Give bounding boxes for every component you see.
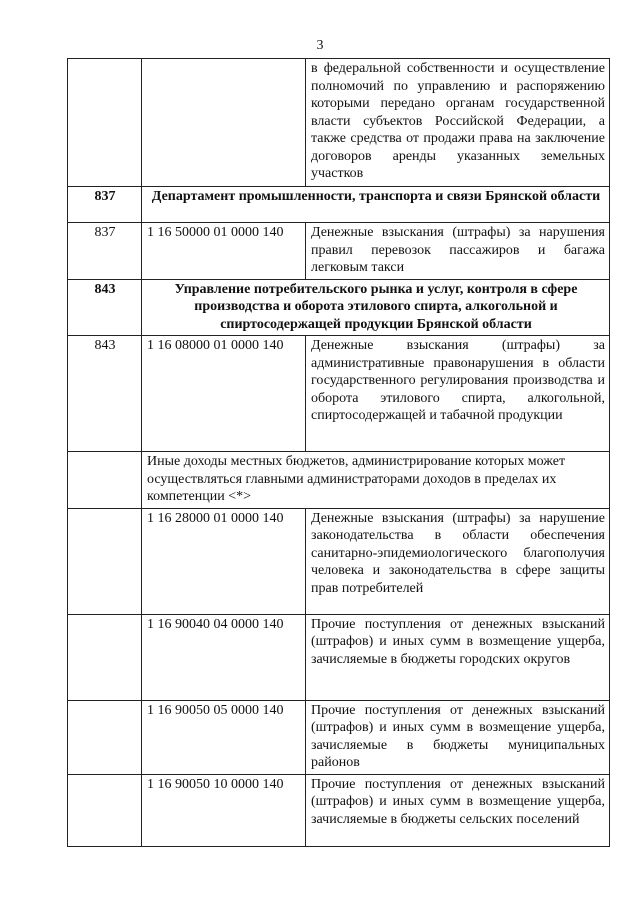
kbk-cell: 1 16 08000 01 0000 140 bbox=[142, 336, 306, 452]
description-cell: Денежные взыскания (штрафы) за нарушение законодательства в области обеспечения санитарно-эпидемиологического благополучия человека и законодательства в сфере защиты прав потребителей bbox=[306, 508, 610, 614]
section-title: Департамент промышленности, транспорта и связи Брянской области bbox=[142, 187, 610, 223]
admin-code-cell bbox=[68, 700, 142, 774]
kbk-cell: 1 16 90050 10 0000 140 bbox=[142, 774, 306, 846]
table-row bbox=[68, 774, 610, 846]
admin-code-cell bbox=[68, 614, 142, 700]
admin-code-cell bbox=[68, 774, 142, 846]
admin-code-cell bbox=[68, 508, 142, 614]
page-number: 3 bbox=[316, 38, 324, 53]
table-row bbox=[68, 508, 610, 614]
description-cell: Прочие поступления от денежных взысканий (штрафов) и иных сумм в возмещение ущерба, зачисляемые в бюджеты муниципальных районов bbox=[306, 700, 610, 774]
admin-code-cell bbox=[68, 59, 142, 187]
kbk-cell: 1 16 90050 05 0000 140 bbox=[142, 700, 306, 774]
description-cell: Денежные взыскания (штрафы) за нарушения правил перевозок пассажиров и багажа легковым такси bbox=[306, 223, 610, 280]
kbk-cell: 1 16 90040 04 0000 140 bbox=[142, 614, 306, 700]
admin-code-cell: 843 bbox=[68, 336, 142, 452]
kbk-cell: 1 16 28000 01 0000 140 bbox=[142, 508, 306, 614]
section-header-row bbox=[68, 187, 610, 223]
section-header-row bbox=[68, 279, 610, 336]
description-cell: Прочие поступления от денежных взысканий (штрафов) и иных сумм в возмещение ущерба, зачисляемые в бюджеты сельских поселений bbox=[306, 774, 610, 846]
table-row bbox=[68, 223, 610, 280]
kbk-cell bbox=[142, 59, 306, 187]
admin-code-cell: 843 bbox=[68, 279, 142, 336]
description-cell: Денежные взыскания (штрафы) за административные правонарушения в области государственного регулирования производства и оборота этилового спирта, алкогольной, спиртосодержащей и табачной продукции bbox=[306, 336, 610, 452]
admin-code-cell: 837 bbox=[68, 223, 142, 280]
table-row bbox=[68, 59, 610, 187]
note-row bbox=[68, 452, 610, 509]
table-row bbox=[68, 614, 610, 700]
note-text: Иные доходы местных бюджетов, администрирование которых может осуществляться главными администраторами доходов в пределах их компетенции <*> bbox=[142, 452, 610, 509]
admin-code-cell bbox=[68, 452, 142, 509]
table-row bbox=[68, 700, 610, 774]
revenue-table bbox=[67, 58, 610, 847]
section-title: Управление потребительского рынка и услуг, контроля в сфере производства и оборота этилового спирта, алкогольной и спиртосодержащей продукции Брянской области bbox=[142, 279, 610, 336]
table-row bbox=[68, 336, 610, 452]
admin-code-cell: 837 bbox=[68, 187, 142, 223]
kbk-cell: 1 16 50000 01 0000 140 bbox=[142, 223, 306, 280]
description-cell: Прочие поступления от денежных взысканий (штрафов) и иных сумм в возмещение ущерба, зачисляемые в бюджеты городских округов bbox=[306, 614, 610, 700]
description-cell: в федеральной собственности и осуществление полномочий по управлению и распоряжению которыми передано органам государственной власти субъектов Российской Федерации, а также средства от продажи права на заключение договоров аренды указанных земельных участков bbox=[306, 59, 610, 187]
